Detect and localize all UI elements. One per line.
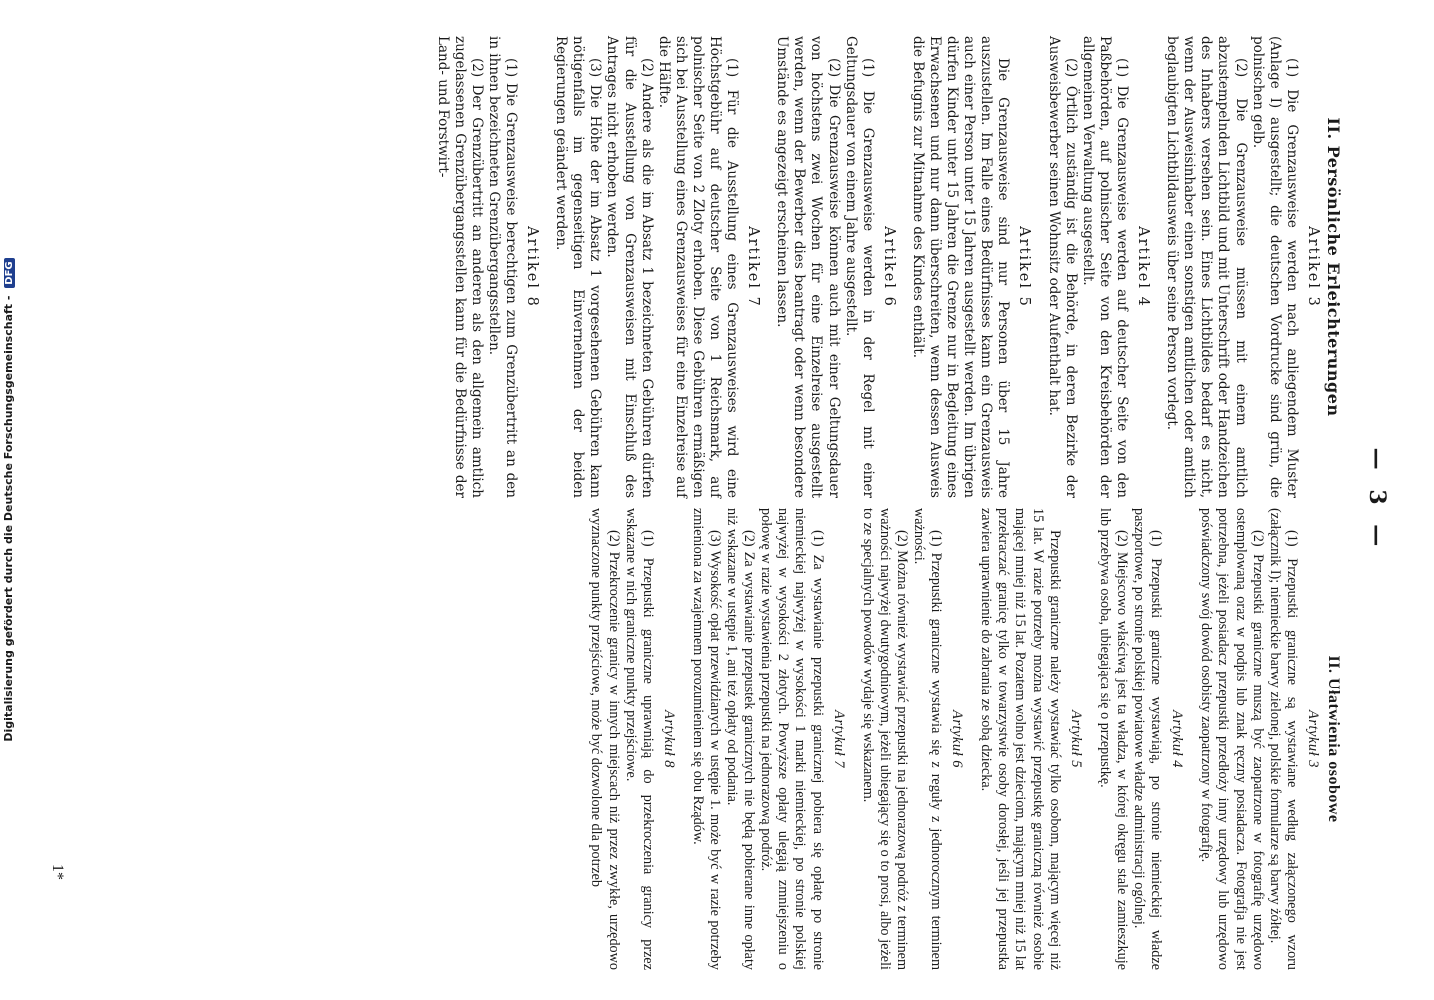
article-paragraph: (2) Der Grenzübertritt an anderen als den allgemein amtlich zugelassenen Grenzübergangsstellen kann für die Bedürfnisse der Land- und Forstwirt-	[434, 36, 485, 498]
article-paragraph: (2) Die Grenzausweise müssen mit einem amtlich abzustempelnden Lichtbild und mit Unterschrift oder Handzeichen des Inhabers versehen sein. Eines Lichtbildes bedarf es nicht, wenn der Ausweisinhaber einen sonstigen amtlichen oder amtlich beglaubigten Lichtbildausweis über seine Person vorlegt.	[1164, 36, 1249, 498]
article-title: Artykuł 5	[1067, 709, 1084, 769]
article-title: Artykuł 4	[1169, 709, 1186, 769]
article-paragraph: (1) Für die Ausstellung eines Grenzausweises wird eine Höchstgebühr auf deutscher Seite von 1 Reichsmark, auf polnischer Seite von 2 Zloty erhoben. Diese Gebühren ermäßigen sich bei Ausstellung eines Grenzausweises für eine Einzelreise auf die Hälfte.	[655, 36, 741, 498]
article-title: Artikel 6	[880, 226, 897, 308]
article-paragraph: (2) Przepustki graniczne muszą być zaopatrzone w fotografię urzędowo ostemplowaną oraz w podpis lub znak ręczny posiadacza. Fotografja nie jest potrzebna, jeżeli posiadacz przepustki przedłoży inny urzędowy lub urzędowo poświadczony swój dowód osobisty zaopatrzony w fotografję.	[1198, 508, 1266, 970]
polish-chapter-title: II. Ułatwienia osobowe	[1325, 655, 1342, 823]
credit-text: Digitalisierung gefördert durch die Deutsche Forschungsgemeinschaft -	[2, 295, 15, 742]
polish-column	[587, 508, 1342, 970]
article-title: Artikel 5	[1016, 226, 1033, 308]
article-paragraph: (2) Die Grenzausweise können auch mit einer Geltungsdauer von höchstens zwei Wochen für eine Einzelreise ausgestellt werden, wenn der Bewerber dies beantragt oder wenn besondere Umstände es angezeigt erscheinen lassen.	[774, 36, 842, 498]
german-articles	[434, 36, 1321, 498]
article-paragraph: Przepustki graniczne należy wystawiać tylko osobom, mającym więcej niż 15 lat. W razie potrzeby można wystawić przepustkę graniczną również osobie mającej mniej niż 15 lat. Pozatem wolno jest dzieciom, mającym mniej niż 15 lat przekraczać granicę tylko w towarzystwie osoby dorosłej, jeśli jej przepustka zawiera uprawnienie do zabrania ze sobą dziecka.	[978, 508, 1063, 970]
article-paragraph: (1) Die Grenzausweise werden in der Regel mit einer Geltungsdauer von einem Jahre ausgestellt.	[842, 36, 876, 498]
article-paragraph: (3) Die Höhe der im Absatz 1 vorgesehenen Gebühren kann nötigenfalls im gegenseitigen Einvernehmen der beiden Regierungen geändert werden.	[553, 36, 604, 498]
article-paragraph: (1) Die Grenzausweise werden nach anliegendem Muster (Anlage I) ausgestellt; die deutschen Vordrucke sind grün, die polnischen gelb.	[1249, 36, 1300, 498]
german-column	[434, 36, 1343, 498]
article-paragraph: (2) Za wystawianie przepustek granicznych nie będą pobierane inne opłaty niż wskazane w ustępie 1, ani też opłaty od podania.	[724, 508, 758, 970]
article-paragraph: (1) Za wystawianie przepustki granicznej pobiera się opłatę po stronie niemieckiej najwyżej w wysokości 1 marki niemieckiej, po stronie polskiej najwyżej w wysokości 2 złotych. Powyższe opłaty ulegają zmniejszeniu o połowę w razie wystawienia przepustki na jednorazową podróż.	[758, 508, 826, 970]
article-paragraph: (1) Przepustki graniczne uprawniają do przekroczenia granicy przez wskazane w nich graniczne punkty przejściowe.	[622, 508, 656, 970]
article-title: Artykuł 8	[660, 709, 677, 769]
article-paragraph: (1) Die Grenzausweise berechtigen zum Grenzübertritt an den in ihnen bezeichneten Grenzübergangsstellen.	[485, 36, 519, 498]
article-paragraph: (2) Örtlich zuständig ist die Behörde, in deren Bezirke der Ausweisbewerber seinen Wohnsitz oder Aufenthalt hat.	[1045, 36, 1079, 498]
polish-articles	[587, 508, 1321, 970]
page-number: — 3 —	[1364, 447, 1390, 553]
article-paragraph: (2) Andere als die im Absatz 1 bezeichneten Gebühren dürfen für die Ausstellung von Grenzausweisen mit Einschluß des Antrages nicht erhoben werden.	[604, 36, 655, 498]
article-paragraph: (1) Przepustki graniczne wystawiają, po stronie niemieckiej władze paszportowe, po stronie polskiej powiatowe władze administracji ogólnej.	[1131, 508, 1165, 970]
article-title: Artikel 8	[524, 226, 541, 308]
article-paragraph: (3) Wysokość opłat przewidzianych w ustępie 1. może być w razie potrzeby zmieniona za wzajemnem porozumieniem się obu Rządów.	[689, 508, 723, 970]
article-paragraph: (1) Przepustki graniczne wystawia się z reguły z jednorocznym terminem ważności.	[911, 508, 945, 970]
article-paragraph: (2) Można również wystawiać przepustki na jednorazową podróż z terminem ważności najwyżej dwutygodniowym, jeżeli ubiegający się o to prosi, albo jeżeli to ze specjalnych powodów wydaje się wskazanem.	[859, 508, 910, 970]
article-paragraph: (2) Miejscowo właściwą jest ta władza, w której okręgu stale zamieszkuje lub przebywa osoba, ubiegająca się o przepustkę.	[1096, 508, 1130, 970]
article-title: Artykuł 7	[830, 709, 847, 769]
article-paragraph: (2) Przekroczenie granicy w innych miejscach niż przez zwykłe, urzędowo wyznaczone punkty przejściowe, może być dozwolone dla potrzeb	[588, 508, 622, 970]
german-chapter-title: II. Persönliche Erleichterungen	[1324, 117, 1343, 417]
article-paragraph: (1) Die Grenzausweise werden auf deutscher Seite von den Paßbehörden, auf polnischer Seite von den Kreisbehörden der allgemeinen Verwaltung ausgestellt.	[1079, 36, 1130, 498]
digitization-credit	[2, 0, 18, 1000]
article-title: Artikel 3	[1304, 226, 1321, 308]
article-title: Artikel 7	[745, 226, 762, 308]
article-paragraph: (1) Przepustki graniczne są wystawiane według załączonego wzoru (załącznik I); niemieckie barwy zielonej, polskie formularze są barwy żółtej.	[1266, 508, 1300, 970]
dfg-logo[interactable]: DFG	[4, 258, 15, 287]
article-title: Artykuł 6	[949, 709, 966, 769]
signature-mark: 1*	[49, 864, 66, 880]
article-title: Artykuł 3	[1304, 709, 1321, 769]
article-paragraph: Die Grenzausweise sind nur Personen über 15 Jahre auszustellen. Im Falle eines Bedürfnisses kann ein Grenzausweis auch einer Person unter 15 Jahren ausgestellt werden. Im übrigen dürfen Kinder unter 15 Jahren die Grenze nur in Begleitung eines Erwachsenen und nur dann überschreiten, wenn dessen Ausweis die Befugnis zur Mitnahme des Kindes enthält.	[909, 36, 1012, 498]
article-title: Artikel 4	[1135, 226, 1152, 308]
